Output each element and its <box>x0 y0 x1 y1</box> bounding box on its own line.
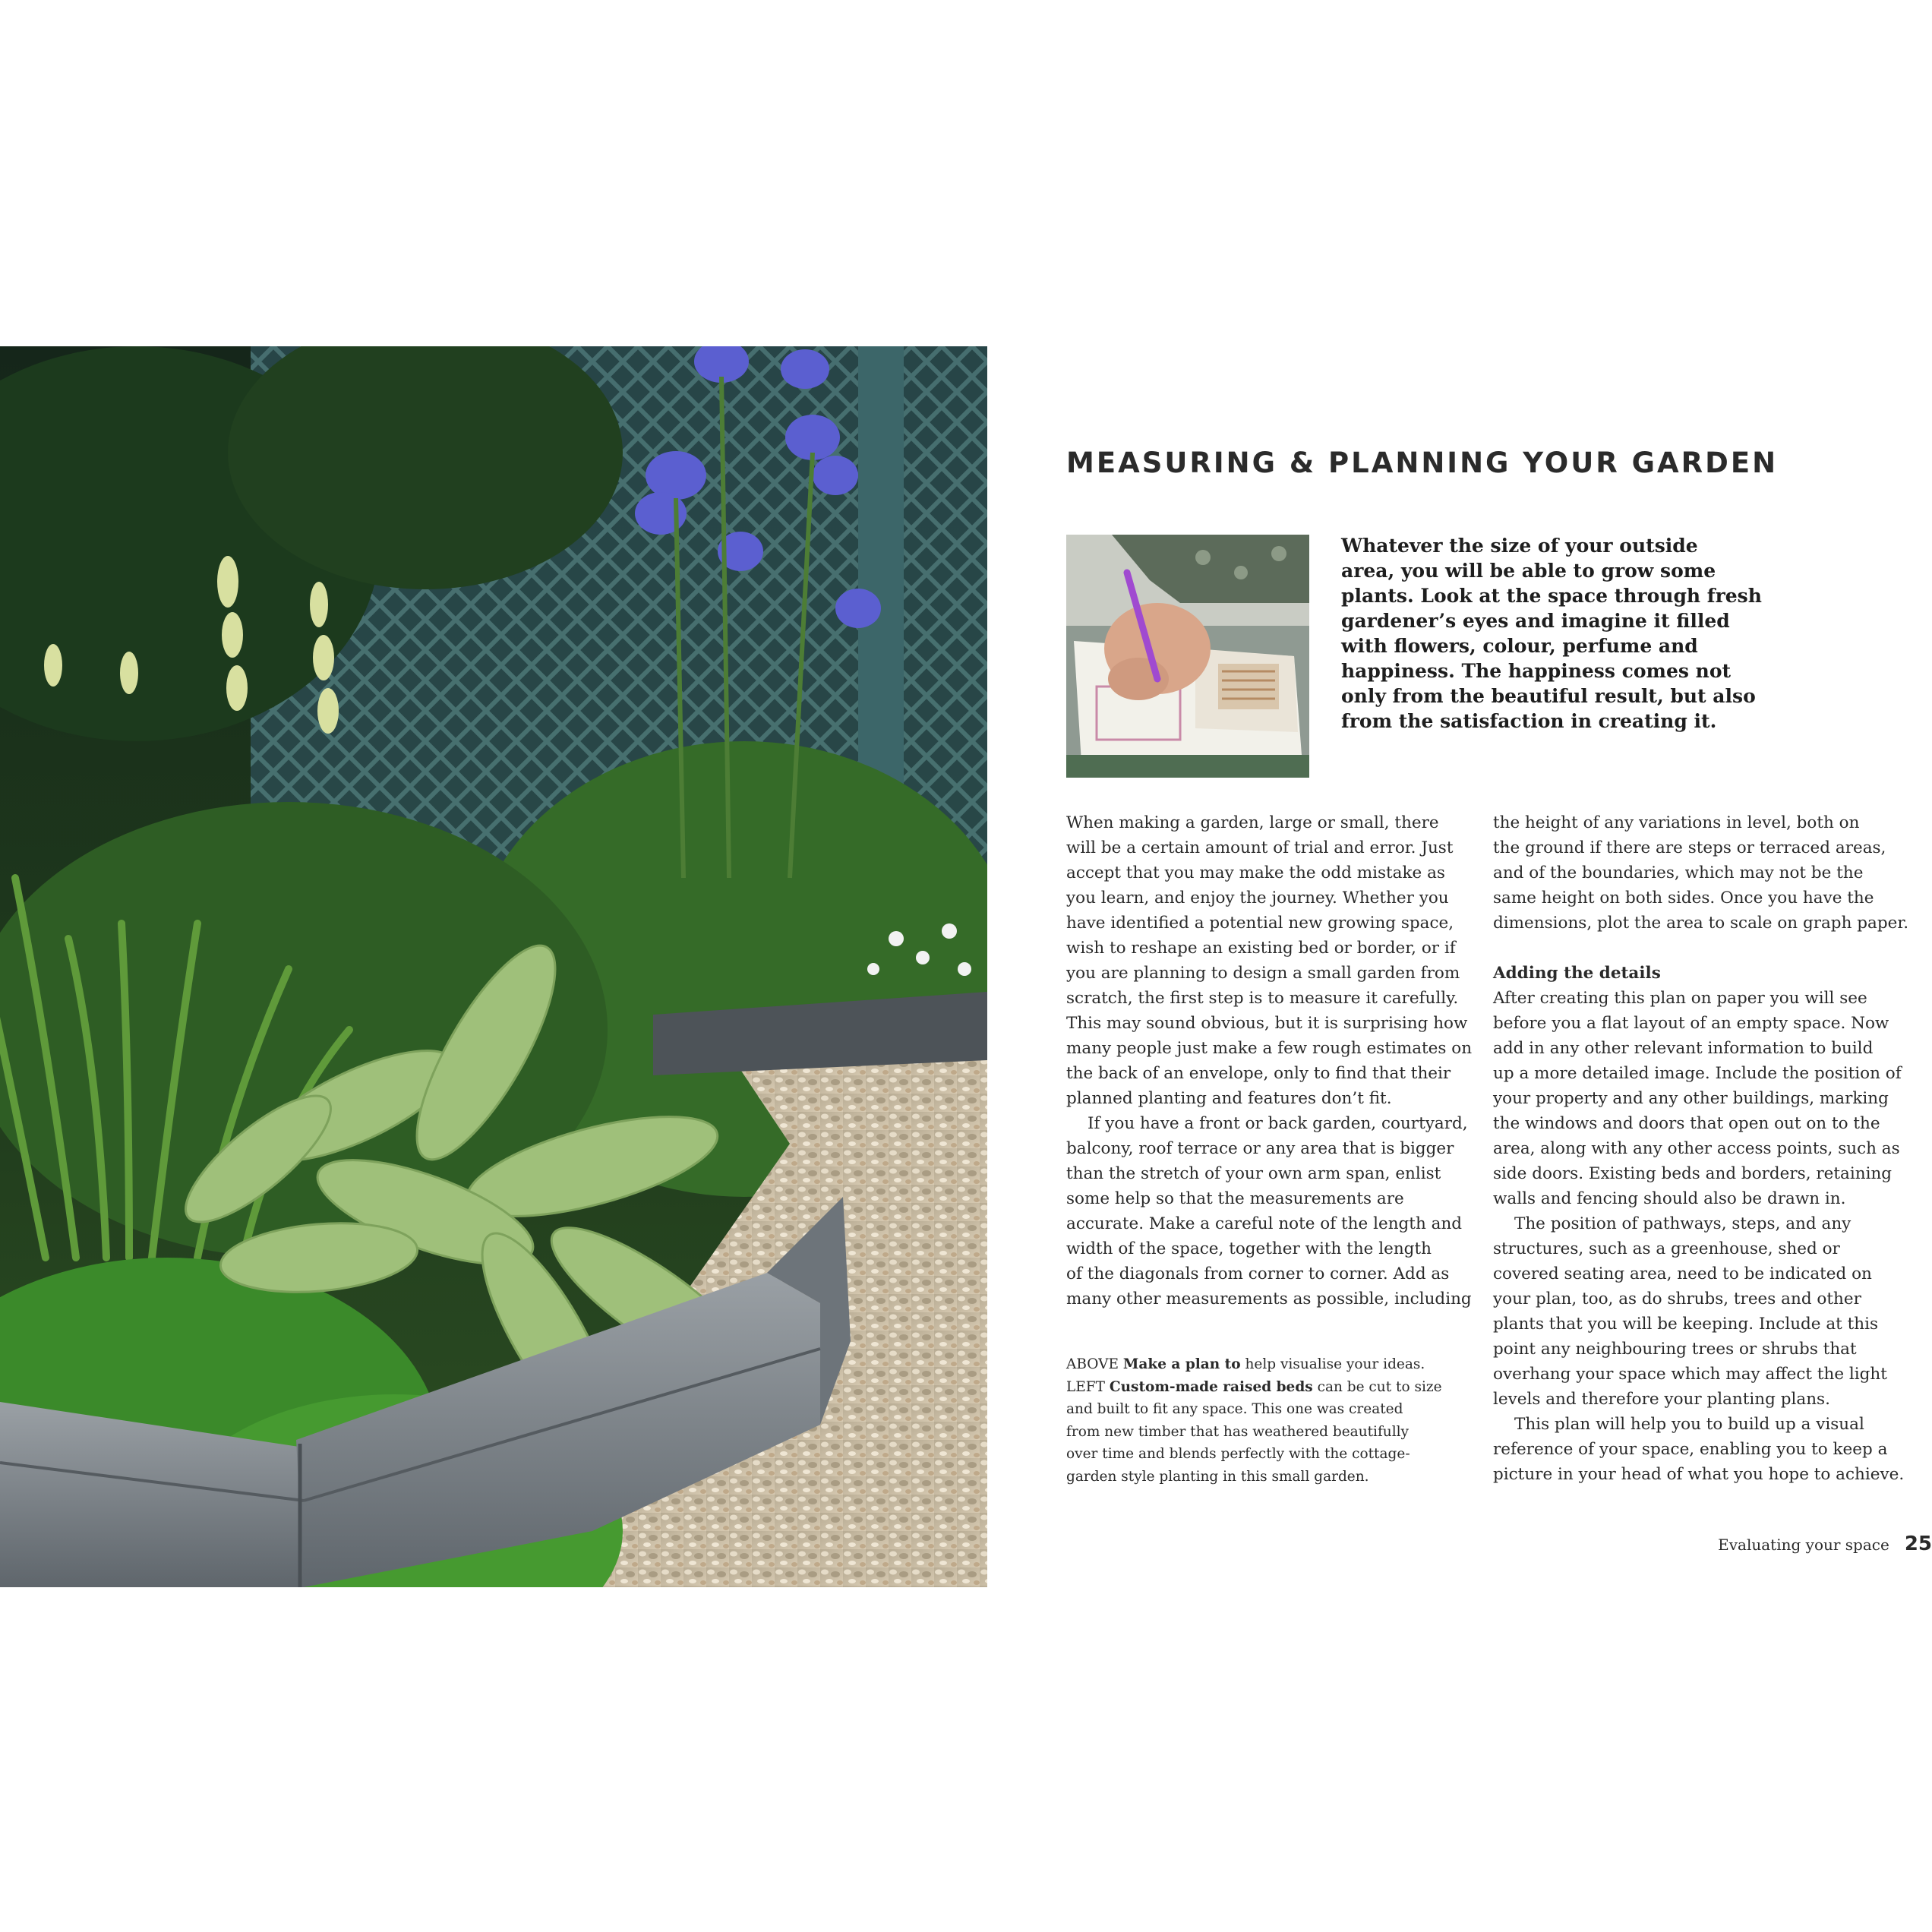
caption-line: and built to fit any space. This one was created <box>1066 1401 1403 1417</box>
intro-line: only from the beautiful result, but also <box>1341 685 1756 707</box>
page-number: 25 <box>1904 1533 1932 1555</box>
intro-line: from the satisfaction in creating it. <box>1341 710 1717 732</box>
body-line: This plan will help you to build up a visual <box>1514 1415 1864 1434</box>
body-line: reference of your space, enabling you to keep a <box>1493 1440 1888 1459</box>
body-line: plants that you will be keeping. Include at this <box>1493 1315 1879 1334</box>
body-line: width of the space, together with the length <box>1066 1239 1432 1258</box>
body-line: scratch, the first step is to measure it carefully. <box>1066 989 1459 1008</box>
body-line: and of the boundaries, which may not be the <box>1493 863 1864 882</box>
body-line: structures, such as a greenhouse, shed or <box>1493 1239 1840 1258</box>
intro-line: plants. Look at the space through fresh <box>1341 585 1762 607</box>
paragraph-spacer <box>1493 936 1888 961</box>
body-line: before you a flat layout of an empty space. Now <box>1493 1014 1889 1033</box>
intro-line: gardener’s eyes and imagine it filled <box>1341 610 1730 632</box>
body-column-left <box>1066 810 1473 1312</box>
body-line: add in any other relevant information to build <box>1493 1039 1874 1058</box>
caption-left-bold: Custom-made raised beds <box>1109 1378 1313 1395</box>
caption-above-line <box>1066 1353 1461 1376</box>
section-name: Evaluating your space <box>1718 1536 1889 1554</box>
drawing-plan-photo <box>1066 535 1309 778</box>
body-line: your plan, too, as do shrubs, trees and other <box>1493 1290 1861 1309</box>
page-footer <box>1552 1533 1932 1555</box>
body-line: area, along with any other access points, such as <box>1493 1139 1900 1158</box>
body-line: levels and therefore your planting plans. <box>1493 1390 1830 1409</box>
body-line: some help so that the measurements are <box>1066 1189 1404 1208</box>
body-line: picture in your head of what you hope to achieve. <box>1493 1465 1905 1484</box>
caption-line: from new timber that has weathered beautifully <box>1066 1423 1410 1440</box>
garden-raised-bed-photo <box>0 346 987 1587</box>
caption-left-text: can be cut to size <box>1317 1378 1442 1395</box>
body-line: accept that you may make the odd mistake as <box>1066 863 1445 882</box>
body-column-right <box>1493 810 1909 1487</box>
intro-paragraph <box>1341 533 1888 734</box>
body-line: you are planning to design a small garden from <box>1066 964 1460 983</box>
body-line: your property and any other buildings, marking <box>1493 1089 1889 1108</box>
body-line: balcony, roof terrace or any area that is bigger <box>1066 1139 1454 1158</box>
body-line: planned planting and features don’t fit. <box>1066 1089 1392 1108</box>
body-line: of the diagonals from corner to corner. Add as <box>1066 1264 1450 1283</box>
body-line: the windows and doors that open out on to the <box>1493 1114 1880 1133</box>
body-line: This may sound obvious, but it is surprising how <box>1066 1014 1468 1033</box>
hand-drawing-plan-illustration <box>1066 535 1309 778</box>
caption-line: garden style planting in this small garden. <box>1066 1468 1369 1485</box>
body-line: accurate. Make a careful note of the length and <box>1066 1214 1463 1233</box>
body-line: the ground if there are steps or terraced areas, <box>1493 838 1886 857</box>
body-line: covered seating area, need to be indicated on <box>1493 1264 1872 1283</box>
intro-line: happiness. The happiness comes not <box>1341 660 1732 682</box>
photo-caption <box>1066 1353 1461 1488</box>
caption-above-text: help visualise your ideas. <box>1245 1356 1425 1372</box>
body-line: have identified a potential new growing space, <box>1066 914 1454 933</box>
body-line: When making a garden, large or small, there <box>1066 813 1439 832</box>
body-line: the back of an envelope, only to find that their <box>1066 1064 1451 1083</box>
garden-raised-bed-illustration <box>0 346 987 1587</box>
body-line: The position of pathways, steps, and any <box>1514 1214 1852 1233</box>
body-line: many people just make a few rough estimates on <box>1066 1039 1473 1058</box>
body-line: walls and fencing should also be drawn in. <box>1493 1189 1846 1208</box>
body-line: side doors. Existing beds and borders, retaining <box>1493 1164 1893 1183</box>
intro-line: Whatever the size of your outside <box>1341 535 1698 557</box>
body-line: wish to reshape an existing bed or border, or if <box>1066 939 1456 958</box>
body-line: If you have a front or back garden, courtyard, <box>1088 1114 1468 1133</box>
subheading: Adding the details <box>1493 964 1661 983</box>
body-line: many other measurements as possible, including <box>1066 1290 1472 1309</box>
page-title: MEASURING & PLANNING YOUR GARDEN <box>1066 447 1779 479</box>
body-line: dimensions, plot the area to scale on graph paper. <box>1493 914 1909 933</box>
caption-above-label: ABOVE <box>1066 1356 1119 1372</box>
body-line: point any neighbouring trees or shrubs that <box>1493 1340 1857 1359</box>
caption-line: over time and blends perfectly with the cottage- <box>1066 1446 1410 1462</box>
caption-left-label: LEFT <box>1066 1378 1105 1395</box>
body-line: After creating this plan on paper you will see <box>1493 989 1867 1008</box>
intro-line: with flowers, colour, perfume and <box>1341 635 1698 657</box>
body-line: than the stretch of your own arm span, enlist <box>1066 1164 1441 1183</box>
caption-left-line <box>1066 1376 1461 1399</box>
body-line: you learn, and enjoy the journey. Whether you <box>1066 889 1449 908</box>
body-line: same height on both sides. Once you have the <box>1493 889 1874 908</box>
body-line: overhang your space which may affect the light <box>1493 1365 1887 1384</box>
caption-above-bold: Make a plan to <box>1122 1356 1241 1372</box>
body-line: will be a certain amount of trial and error. Just <box>1066 838 1454 857</box>
body-line: the height of any variations in level, both on <box>1493 813 1860 832</box>
body-line: up a more detailed image. Include the position of <box>1493 1064 1902 1083</box>
intro-line: area, you will be able to grow some <box>1341 560 1716 582</box>
